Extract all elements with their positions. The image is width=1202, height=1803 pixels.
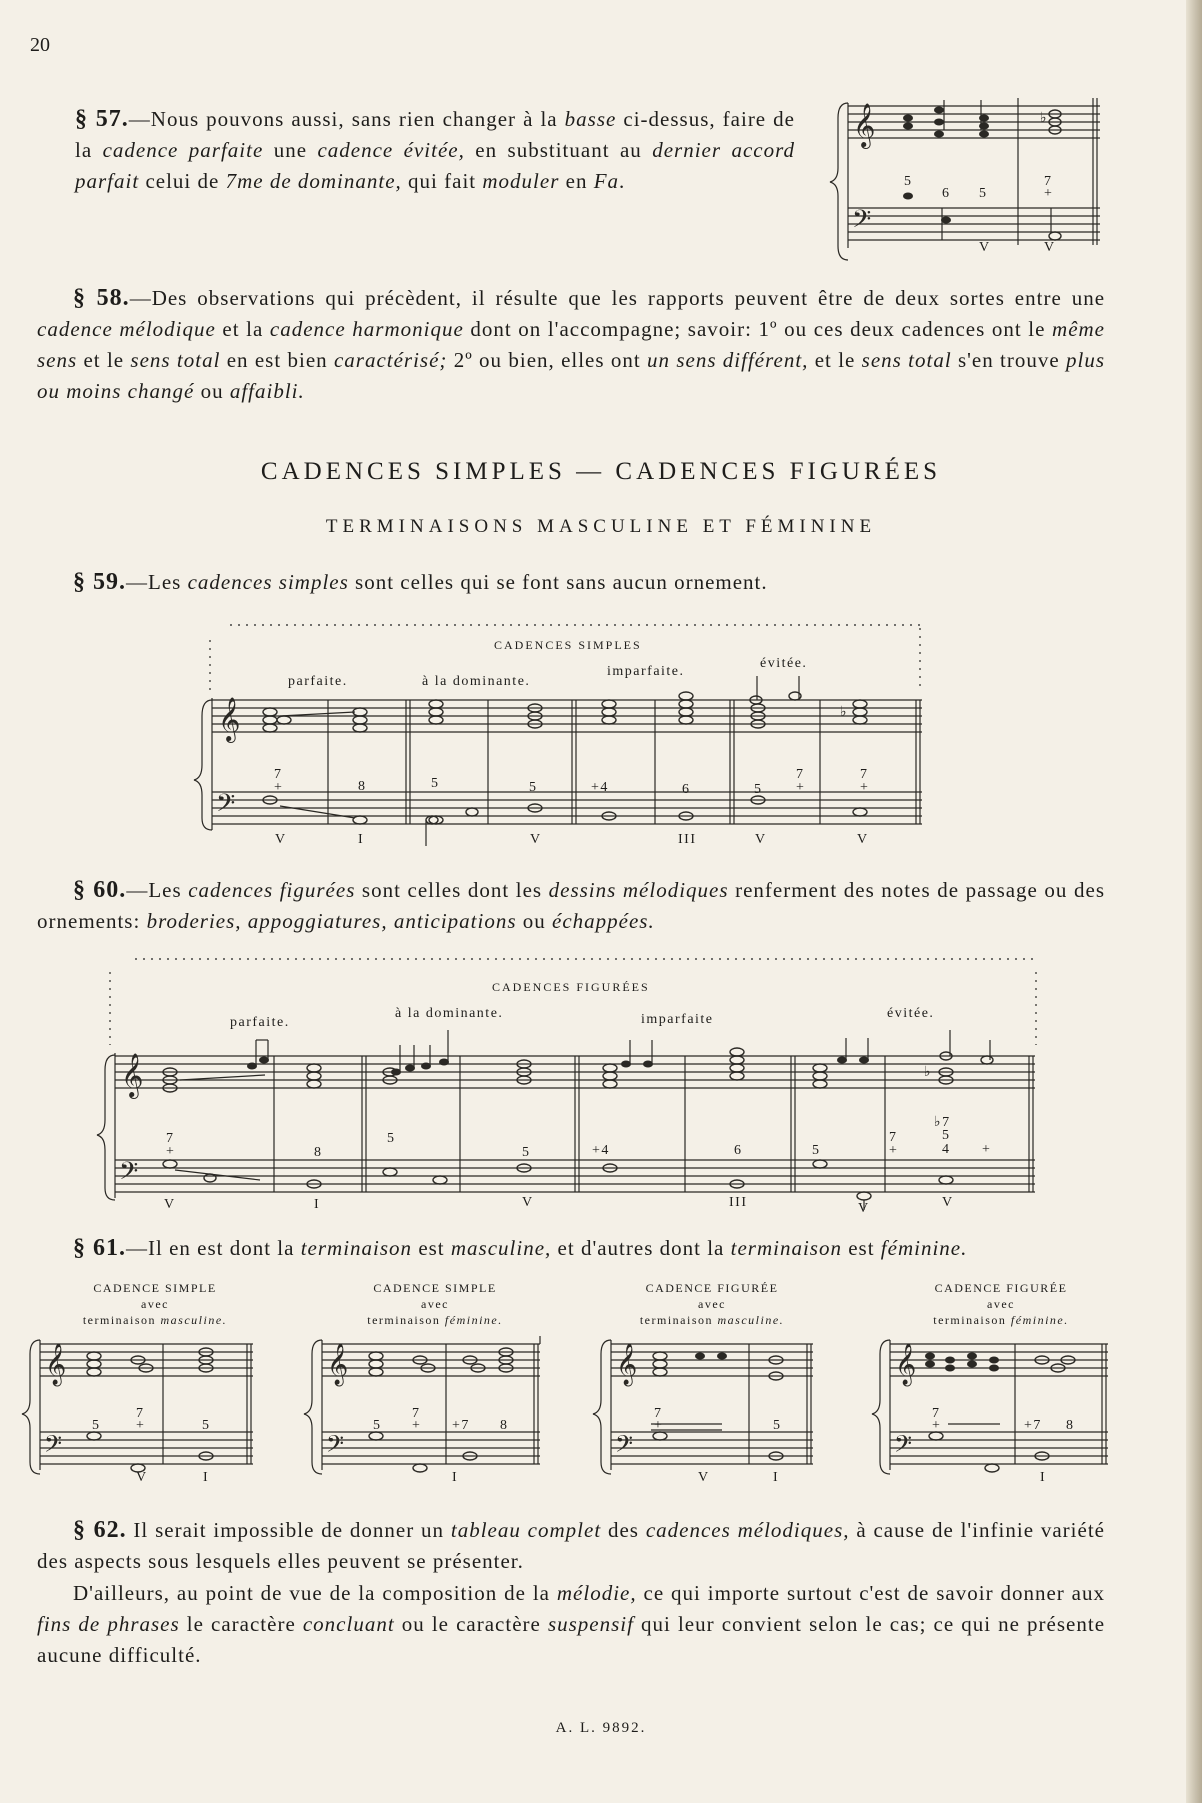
roman-numeral: I (314, 1197, 321, 1212)
cadence-label: à la dominante. (422, 674, 531, 689)
paragraph-62-continued: D'ailleurs, au point de vue de la composition de la mélodie, ce qui importe surtout c'est de savoir donner aux fins de phrases le caractère concluant ou le caractère suspensif qui leur convient selon le cas; ce qui ne présente aucune difficulté. (37, 1581, 1106, 1667)
figure: 7 (932, 1406, 941, 1421)
example-title-c: CADENCE FIGURÉE avec terminaison masculine. (639, 1281, 785, 1327)
figure: 7 (860, 767, 869, 782)
figure: + (982, 1142, 992, 1157)
figure: 7 (1044, 174, 1053, 189)
figure: 5 (92, 1418, 101, 1433)
cadence-label: imparfaite (641, 1012, 714, 1027)
roman-numeral: III (678, 832, 697, 847)
figure: 7 (166, 1131, 175, 1146)
figure: 5 (202, 1418, 211, 1433)
svg-text:𝄞: 𝄞 (853, 103, 876, 147)
svg-text:𝄞: 𝄞 (121, 1053, 144, 1097)
figure: 5 (754, 782, 763, 797)
figure: + (136, 1418, 146, 1433)
roman-numeral: V (136, 1470, 148, 1485)
cadence-label: évitée. (760, 656, 808, 671)
figure: 8 (314, 1145, 323, 1160)
section-number: § 59. (73, 569, 126, 595)
cadence-label: à la dominante. (395, 1006, 504, 1021)
figure: 4 (942, 1142, 951, 1157)
figure: + (932, 1418, 942, 1433)
figure: 5 (522, 1145, 531, 1160)
cadence-label: imparfaite. (607, 664, 685, 679)
figure: +7 (452, 1418, 470, 1433)
roman-numeral: I (203, 1470, 210, 1485)
svg-text:𝄢: 𝄢 (852, 205, 872, 240)
figure: 7 (412, 1406, 421, 1421)
example-title-b: CADENCE SIMPLE avec terminaison féminine. (367, 1281, 503, 1327)
figure: 5 (431, 776, 440, 791)
figure: 7 (136, 1406, 145, 1421)
figure: 5 (387, 1131, 396, 1146)
plate-number: A. L. 9892. (555, 1720, 647, 1736)
svg-text:𝄞: 𝄞 (218, 697, 241, 741)
roman-numeral: V (530, 832, 542, 847)
figure: 5 (529, 780, 538, 795)
section-number: § 61. (73, 1235, 126, 1261)
figure: 7 (889, 1130, 898, 1145)
roman-numeral: I (452, 1470, 459, 1485)
svg-text:𝄞: 𝄞 (895, 1344, 917, 1385)
paragraph-57: § 57.—Nous pouvons aussi, sans rien changer à la basse ci-dessus, faire de la cadence parfaite une cadence évitée, en substituant au dernier accord parfait celui de 7me de dominante, qui fait moduler en Fa. (75, 106, 795, 193)
section-number: § 62. (73, 1517, 127, 1543)
roman-numeral: I (358, 832, 365, 847)
svg-text:𝄢: 𝄢 (615, 1430, 634, 1463)
figure: 6 (942, 186, 951, 201)
roman-numeral: V (858, 1201, 870, 1216)
figure: 8 (1066, 1418, 1075, 1433)
svg-text:𝄞: 𝄞 (327, 1344, 349, 1385)
cadence-label: parfaite. (230, 1015, 290, 1030)
svg-text:𝄞: 𝄞 (616, 1344, 638, 1385)
svg-text:𝄢: 𝄢 (44, 1430, 63, 1463)
roman-numeral: I (773, 1470, 780, 1485)
svg-text:𝄢: 𝄢 (894, 1430, 913, 1463)
svg-text:𝄞: 𝄞 (45, 1344, 67, 1385)
svg-text:𝄢: 𝄢 (216, 789, 236, 824)
example-caption: CADENCES FIGURÉES (492, 980, 650, 994)
roman-numeral: III (729, 1195, 748, 1210)
figure: 5 (979, 186, 988, 201)
figure: 6 (734, 1143, 743, 1158)
roman-numeral: V (1044, 240, 1056, 255)
roman-numeral: V (698, 1470, 710, 1485)
example-caption: CADENCES SIMPLES (494, 638, 642, 652)
figure: 7 (796, 767, 805, 782)
section-number: § 58. (73, 285, 130, 311)
roman-numeral: V (755, 832, 767, 847)
page-number: 20 (30, 34, 50, 56)
example-title-d: CADENCE FIGURÉE avec terminaison féminine. (933, 1281, 1069, 1327)
figure: 5 (812, 1143, 821, 1158)
figure: ♭7 (934, 1115, 951, 1130)
figure: 8 (358, 779, 367, 794)
paragraph-62: § 62. Il serait impossible de donner un tableau complet des cadences mélodiques, à cause de l'infinie variété des aspects sous lesquels elles peuvent se présenter. (37, 1517, 1105, 1573)
section-heading: CADENCES SIMPLES — CADENCES FIGURÉES (260, 458, 942, 485)
section-number: § 57. (75, 106, 129, 132)
figure: 5 (373, 1418, 382, 1433)
figure: + (166, 1144, 176, 1159)
figure: + (654, 1418, 664, 1433)
figure: + (796, 780, 806, 795)
paragraph-58: § 58.—Des observations qui précèdent, il résulte que les rapports peuvent être de deux sortes entre une cadence mélodique et la cadence harmonique dont on l'accompagne; savoir: 1º ou ces deux cadences ont le même sens et le sens total en est bien caractérisé; 2º ou bien, elles ont un sens différent, et le sens total s'en trouve plus ou moins changé ou affaibli. (37, 285, 1106, 403)
figure: 5 (942, 1128, 951, 1143)
figure: 6 (682, 782, 691, 797)
roman-numeral: I (1040, 1470, 1047, 1485)
figure: 7 (654, 1406, 663, 1421)
figure: +4 (591, 780, 609, 795)
svg-text:𝄢: 𝄢 (326, 1430, 345, 1463)
roman-numeral: V (857, 832, 869, 847)
figure: 8 (500, 1418, 509, 1433)
figure: + (860, 780, 870, 795)
svg-text:♭: ♭ (1040, 111, 1047, 126)
svg-text:♭: ♭ (840, 705, 847, 720)
figure: + (412, 1418, 422, 1433)
figure: 5 (773, 1418, 782, 1433)
figure: +4 (592, 1143, 610, 1158)
roman-numeral: V (275, 832, 287, 847)
paragraph-60: § 60.—Les cadences figurées sont celles dont les dessins mélodiques renferment des notes de passage ou des ornements: broderies, appoggiatures, anticipations ou échappées. (37, 877, 1105, 933)
paragraph-61: § 61.—Il en est dont la terminaison est masculine, et d'autres dont la terminaison est féminine. (73, 1235, 968, 1261)
svg-text:𝄢: 𝄢 (119, 1157, 139, 1192)
svg-text:♭: ♭ (924, 1065, 931, 1080)
figure: + (1044, 186, 1054, 201)
figure: 5 (904, 174, 913, 189)
section-number: § 60. (73, 877, 127, 903)
roman-numeral: V (942, 1195, 954, 1210)
paragraph-59: § 59.—Les cadences simples sont celles qui se font sans aucun ornement. (73, 569, 768, 595)
cadence-label: évitée. (887, 1006, 935, 1021)
figure: +7 (1024, 1418, 1042, 1433)
section-subheading: TERMINAISONS MASCULINE ET FÉMININE (325, 516, 877, 537)
roman-numeral: V (522, 1195, 534, 1210)
figure: + (274, 780, 284, 795)
example-title-a: CADENCE SIMPLE avec terminaison masculine. (82, 1281, 228, 1327)
figure: + (889, 1143, 899, 1158)
figure: 7 (274, 767, 283, 782)
roman-numeral: V (979, 240, 991, 255)
cadence-label: parfaite. (288, 674, 348, 689)
roman-numeral: V (164, 1197, 176, 1212)
